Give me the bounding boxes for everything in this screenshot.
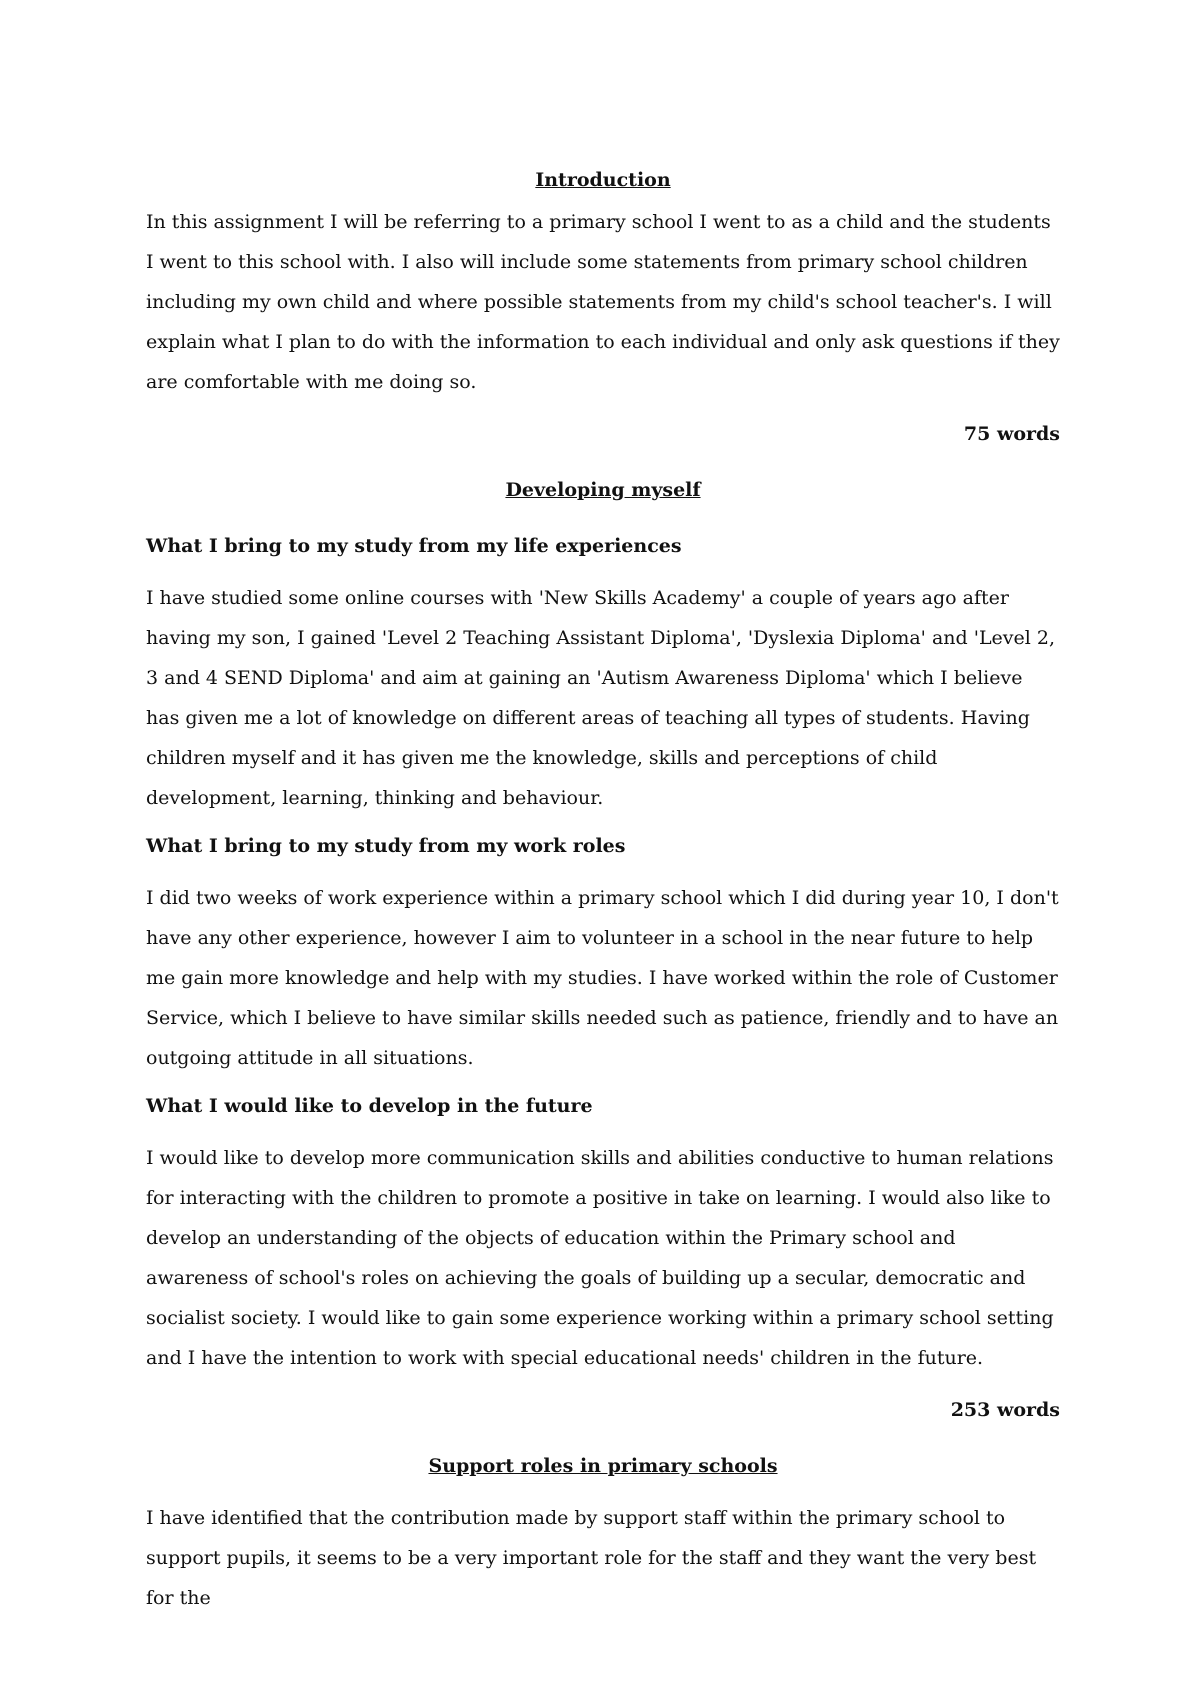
future-development-paragraph: I would like to develop more communication skills and abilities conductive to human relations for interacting with the children to promote a positive in take on learning. I would also like to develop an understanding of the objects of education within the Primary school and awareness of school's roles on achieving the goals of building up a secular, democratic and socialist society. I would like to gain some experience working within a primary school setting and I have the intention to work with special educational needs' children in the future.: [146, 1147, 1054, 1369]
future-development-heading: What I would like to develop in the future: [146, 1095, 593, 1117]
document-page: [146, 166, 1060, 1618]
support-roles-heading: Support roles in primary schools: [428, 1455, 778, 1477]
developing-myself-heading: Developing myself: [505, 479, 701, 501]
work-roles-heading: What I bring to my study from my work roles: [146, 835, 626, 857]
support-roles-paragraph: I have identified that the contribution made by support staff within the primary school to support pupils, it seems to be a very important role for the staff and they want the very best for the: [146, 1507, 1037, 1609]
developing-myself-word-count: 253 words: [950, 1399, 1060, 1421]
work-roles-paragraph: I did two weeks of work experience within a primary school which I did during year 10, I don't have any other experience, however I aim to volunteer in a school in the near future to help me gain more knowledge and help with my studies. I have worked within the role of Customer Service, which I believe to have similar skills needed such as patience, friendly and to have an outgoing attitude in all situations.: [146, 887, 1059, 1069]
life-experiences-heading: What I bring to my study from my life experiences: [146, 535, 682, 557]
life-experiences-paragraph: I have studied some online courses with 'New Skills Academy' a couple of years ago after having my son, I gained 'Level 2 Teaching Assistant Diploma', 'Dyslexia Diploma' and 'Level 2, 3 and 4 SEND Diploma' and aim at gaining an 'Autism Awareness Diploma' which I believe has given me a lot of knowledge on different areas of teaching all types of students. Having children myself and it has given me the knowledge, skills and perceptions of child development, learning, thinking and behaviour.: [146, 587, 1056, 809]
introduction-paragraph: In this assignment I will be referring to a primary school I went to as a child and the students I went to this school with. I also will include some statements from primary school children including my own child and where possible statements from my child's school teacher's. I will explain what I plan to do with the information to each individual and only ask questions if they are comfortable with me doing so.: [146, 211, 1060, 393]
introduction-heading: Introduction: [535, 169, 671, 191]
introduction-word-count: 75 words: [963, 423, 1060, 445]
